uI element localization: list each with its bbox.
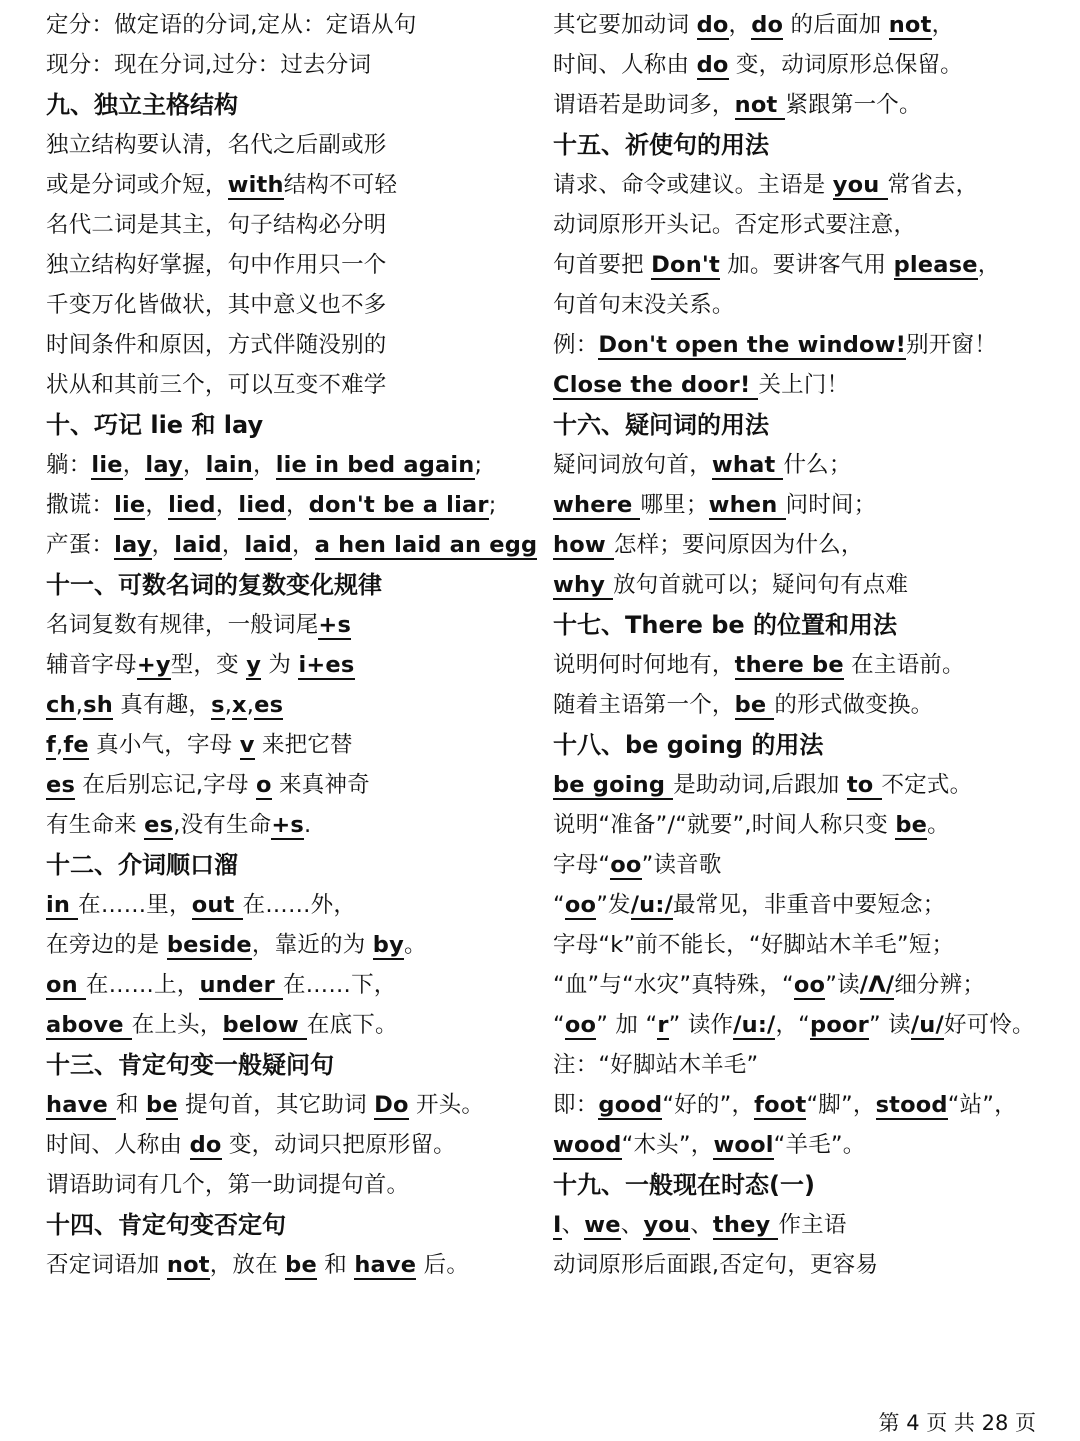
underlined-keyword: a hen laid an egg [314, 532, 538, 558]
text-fragment: ，“ [775, 1012, 811, 1038]
text-line [553, 45, 963, 85]
text-line [553, 885, 945, 925]
underlined-keyword: be [895, 812, 928, 838]
text-line [553, 325, 997, 365]
text-line [46, 445, 482, 485]
underlined-keyword: foot [754, 1092, 807, 1118]
text-fragment: “ [553, 1012, 565, 1038]
text-fragment: 、 [620, 1212, 644, 1238]
text-fragment: 状从和其前三个，可以互变不难学 [46, 372, 387, 398]
text-fragment: 十七、There be 的位置和用法 [553, 611, 898, 639]
text-line [553, 845, 722, 885]
text-fragment: 谓语助词有几个，第一助词提句首。 [46, 1172, 410, 1198]
section-heading [46, 845, 238, 885]
text-line [553, 245, 1000, 285]
text-fragment: 注：“好脚站木羊毛” [553, 1052, 759, 1078]
text-fragment: 开头。 [408, 1092, 485, 1118]
text-fragment: 放句首就可以；疑问句有点难 [613, 572, 909, 598]
section-heading [46, 405, 263, 445]
underlined-keyword: o [256, 772, 272, 798]
text-fragment: 请求、命令或建议。主语是 [553, 172, 833, 198]
underlined-keyword: what [711, 452, 784, 478]
text-fragment: 。 [927, 812, 950, 838]
text-line [46, 1125, 456, 1165]
text-fragment: ”发 [596, 892, 631, 918]
underlined-keyword: /Λ/ [859, 972, 895, 998]
underlined-keyword: lied [168, 492, 216, 518]
text-line [46, 965, 397, 1005]
text-fragment: 句首句末没关系。 [553, 292, 735, 318]
text-fragment: ”读音歌 [641, 852, 722, 878]
text-fragment: 九、独立主格结构 [46, 91, 238, 119]
text-fragment: 在旁边的是 [46, 932, 167, 958]
text-fragment: 十一、可数名词的复数变化规律 [46, 571, 382, 599]
text-fragment: ”读 [825, 972, 860, 998]
underlined-keyword: good [598, 1092, 663, 1118]
underlined-keyword: have [354, 1252, 417, 1278]
text-fragment: ,没有生命 [173, 812, 272, 838]
text-fragment: 哪里； [640, 492, 709, 518]
underlined-keyword: below [222, 1012, 307, 1038]
text-fragment: ， [151, 532, 175, 558]
text-line [46, 1245, 469, 1285]
text-fragment: 疑问词放句首， [553, 452, 712, 478]
underlined-keyword: laid [174, 532, 222, 558]
text-fragment: 加。要讲客气用 [719, 252, 894, 278]
section-heading [553, 125, 769, 165]
text-fragment: 时间、人称由 [46, 1132, 190, 1158]
text-fragment: 即： [553, 1092, 599, 1118]
underlined-keyword: where [553, 492, 641, 518]
underlined-keyword: oo [610, 852, 642, 878]
text-fragment: “血”与“水灾”真特殊，“ [553, 972, 794, 998]
text-line [553, 965, 985, 1005]
underlined-keyword: ch [46, 692, 76, 718]
underlined-keyword: oo [564, 1012, 597, 1038]
text-fragment: ，靠近的为 [251, 932, 373, 958]
text-fragment: 变，动词只把原形留。 [221, 1132, 456, 1158]
underlined-keyword: why [553, 572, 614, 598]
text-line [46, 245, 387, 285]
underlined-keyword: +y [136, 652, 171, 678]
text-fragment: 定分：做定语的分词,定从：定语从句 [46, 12, 417, 38]
text-line [46, 165, 397, 205]
text-fragment: 怎样；要问原因为什么， [613, 532, 864, 558]
page-number: 第 4 页 共 28 页 [878, 1411, 1036, 1435]
underlined-keyword: with [227, 172, 284, 198]
text-fragment: ， [221, 532, 245, 558]
underlined-keyword: above [46, 1012, 132, 1038]
underlined-keyword: /u/ [910, 1012, 944, 1038]
text-fragment: 字母“k”前不能长，“好脚站木羊毛”短； [553, 932, 955, 958]
text-fragment: “脚”， [806, 1092, 876, 1118]
text-fragment: 例： [553, 332, 599, 358]
underlined-keyword: i+es [298, 652, 355, 678]
text-fragment: 和 [316, 1252, 355, 1278]
underlined-keyword: not [888, 12, 932, 38]
underlined-keyword: out [191, 892, 243, 918]
section-heading [46, 1045, 334, 1085]
text-fragment: ” 读作 [668, 1012, 734, 1038]
text-fragment: 关上门！ [758, 372, 850, 398]
text-line [553, 5, 954, 45]
section-heading [46, 1205, 286, 1245]
text-line [46, 925, 427, 965]
underlined-keyword: be [285, 1252, 317, 1278]
text-line [46, 765, 370, 805]
text-fragment: “站”， [947, 1092, 1017, 1118]
underlined-keyword: es [144, 812, 174, 838]
text-fragment: 好可怜。 [943, 1012, 1035, 1038]
text-fragment: 说明何时何地有， [553, 652, 735, 678]
text-fragment: 独立结构要认清，名代之后副或形 [46, 132, 387, 158]
underlined-keyword: we [584, 1212, 621, 1238]
text-fragment: 说明“准备”/“就要”,时间人称只变 [553, 812, 896, 838]
text-fragment: 结构不可轻 [283, 172, 398, 198]
text-fragment: 十三、肯定句变一般疑问句 [46, 1051, 334, 1079]
text-fragment: 名代二词是其主，句子结构必分明 [46, 212, 387, 238]
section-heading [553, 605, 897, 645]
text-line [553, 525, 864, 565]
underlined-keyword: you [832, 172, 888, 198]
underlined-keyword: Don't open the window! [598, 332, 907, 358]
underlined-keyword: be going [553, 772, 674, 798]
text-fragment: 真有趣， [112, 692, 212, 718]
underlined-keyword: stood [875, 1092, 948, 1118]
underlined-keyword: Do [374, 1092, 409, 1118]
text-fragment: 变，动词原形总保留。 [728, 52, 963, 78]
underlined-keyword: do [696, 52, 729, 78]
text-line [553, 1125, 865, 1165]
underlined-keyword: please [893, 252, 978, 278]
text-line [46, 125, 387, 165]
underlined-keyword: do [751, 12, 784, 38]
underlined-keyword: poor [810, 1012, 869, 1038]
text-fragment: 和 [115, 1092, 147, 1118]
underlined-keyword: s [211, 692, 225, 718]
section-heading [553, 1165, 815, 1205]
text-line [553, 165, 978, 205]
underlined-keyword: v [239, 732, 255, 758]
section-heading [553, 725, 823, 765]
text-fragment: ” 加 “ [596, 1012, 658, 1038]
text-fragment: 来真神奇 [271, 772, 370, 798]
text-fragment: 现分：现在分词,过分：过去分词 [46, 52, 372, 78]
text-line [553, 1005, 1035, 1045]
underlined-keyword: beside [166, 932, 252, 958]
underlined-keyword: fe [63, 732, 89, 758]
text-line [553, 485, 876, 525]
underlined-keyword: to [846, 772, 882, 798]
underlined-keyword: wood [553, 1132, 622, 1158]
underlined-keyword: there be [734, 652, 844, 678]
text-fragment: 否定词语加 [46, 1252, 167, 1278]
underlined-keyword: lain [205, 452, 254, 478]
text-line [46, 1005, 398, 1045]
underlined-keyword: how [553, 532, 614, 558]
text-line [553, 685, 933, 725]
text-fragment: 什么； [783, 452, 852, 478]
section-heading [553, 405, 769, 445]
text-fragment: 型，变 [170, 652, 247, 678]
underlined-keyword: lie [114, 492, 146, 518]
text-line [46, 5, 417, 45]
text-fragment: ，放在 [209, 1252, 286, 1278]
text-fragment: 后。 [416, 1252, 470, 1278]
text-fragment: . [304, 812, 312, 838]
text-fragment: “木头”， [621, 1132, 714, 1158]
underlined-keyword: sh [83, 692, 113, 718]
underlined-keyword: do [189, 1132, 222, 1158]
text-fragment: 有生命来 [46, 812, 145, 838]
text-line [553, 285, 735, 325]
text-fragment: 十六、疑问词的用法 [553, 411, 769, 439]
text-fragment: 为 [261, 652, 299, 678]
text-line [553, 85, 922, 125]
text-line [553, 205, 916, 245]
text-line [553, 765, 972, 805]
underlined-keyword: be [734, 692, 775, 718]
text-line [553, 925, 954, 965]
text-fragment: 十、巧记 lie 和 lay [46, 411, 264, 439]
text-line [46, 325, 387, 365]
text-fragment: 别开窗！ [906, 332, 997, 358]
text-line [46, 205, 387, 245]
text-fragment: 十八、be going 的用法 [553, 731, 824, 759]
text-line [553, 445, 852, 485]
text-fragment: 十二、介词顺口溜 [46, 851, 238, 879]
text-fragment: ， [977, 252, 1001, 278]
underlined-keyword: by [372, 932, 404, 958]
underlined-keyword: laid [244, 532, 293, 558]
text-fragment: 作主语 [778, 1212, 847, 1238]
text-line [553, 1085, 1017, 1125]
text-fragment: 是助动词,后跟加 [673, 772, 847, 798]
underlined-keyword: not [166, 1252, 210, 1278]
underlined-keyword: /u:/ [630, 892, 674, 918]
text-line [46, 1085, 484, 1125]
text-line [46, 485, 496, 525]
text-fragment: 随着主语第一个， [553, 692, 735, 718]
underlined-keyword: +s [318, 612, 352, 638]
text-fragment: 在……上， [85, 972, 200, 998]
text-fragment: 、 [561, 1212, 585, 1238]
text-line [46, 645, 355, 685]
underlined-keyword: not [734, 92, 786, 118]
text-line [553, 365, 849, 405]
text-fragment: 时间条件和原因，方式伴随没别的 [46, 332, 387, 358]
text-fragment: 产蛋： [46, 532, 115, 558]
text-line [46, 365, 387, 405]
text-fragment: 撒谎： [46, 492, 115, 518]
text-fragment: , [246, 692, 255, 718]
underlined-keyword: lied [238, 492, 286, 518]
underlined-keyword: oo [793, 972, 826, 998]
text-fragment: ， [182, 452, 206, 478]
section-heading [46, 565, 382, 605]
underlined-keyword: in [46, 892, 79, 918]
underlined-keyword: es [46, 772, 76, 798]
text-fragment: 在后别忘记,字母 [75, 772, 257, 798]
underlined-keyword: lay [114, 532, 152, 558]
text-line [553, 1205, 847, 1245]
text-line [46, 885, 356, 925]
text-line [553, 805, 950, 845]
text-fragment: 在主语前。 [843, 652, 965, 678]
text-fragment: , [75, 692, 84, 718]
text-fragment: 在……下， [282, 972, 397, 998]
text-fragment: 独立结构好掌握，句中作用只一个 [46, 252, 387, 278]
text-line [46, 805, 311, 845]
text-fragment: 来把它替 [254, 732, 353, 758]
text-fragment: ， [728, 12, 752, 38]
text-fragment: 。 [403, 932, 427, 958]
text-fragment: 最常见，非重音中要短念； [673, 892, 946, 918]
underlined-keyword: lay [145, 452, 183, 478]
underlined-keyword: they [712, 1212, 779, 1238]
underlined-keyword: have [46, 1092, 116, 1118]
text-fragment: 在……外， [242, 892, 357, 918]
text-fragment: 提句首，其它助词 [177, 1092, 375, 1118]
text-fragment: ; [474, 452, 483, 478]
text-fragment: 十五、祈使句的用法 [553, 131, 769, 159]
underlined-keyword: +s [271, 812, 305, 838]
text-line [553, 1245, 878, 1285]
underlined-keyword: under [199, 972, 283, 998]
underlined-keyword: Don't [651, 252, 720, 278]
text-line [553, 1045, 758, 1085]
text-fragment: 的形式做变换。 [774, 692, 934, 718]
section-heading [46, 85, 238, 125]
text-fragment: , [56, 732, 64, 758]
underlined-keyword: don't be a liar [308, 492, 489, 518]
underlined-keyword: be [146, 1092, 178, 1118]
text-fragment: 其它要加动词 [553, 12, 697, 38]
text-fragment: ， [292, 532, 315, 558]
text-line [46, 605, 351, 645]
underlined-keyword: y [246, 652, 262, 678]
underlined-keyword: you [643, 1212, 691, 1238]
text-fragment: 千变万化皆做状，其中意义也不多 [46, 292, 387, 318]
text-fragment: 辅音字母 [46, 652, 137, 678]
text-line [46, 45, 371, 85]
text-fragment: 时间、人称由 [553, 52, 697, 78]
text-line [553, 645, 965, 685]
underlined-keyword: Close the door! [553, 372, 759, 398]
text-fragment: 动词原形开头记。否定形式要注意， [553, 212, 917, 238]
text-line [46, 725, 353, 765]
text-fragment: 在……里， [78, 892, 192, 918]
text-fragment: 躺： [46, 452, 92, 478]
text-fragment: 十九、一般现在时态(一) [553, 1171, 815, 1199]
text-line [553, 565, 908, 605]
text-fragment: ， [931, 12, 955, 38]
text-fragment: 细分辨； [894, 972, 986, 998]
text-fragment: 的后面加 [783, 12, 889, 38]
text-fragment: 常省去， [887, 172, 979, 198]
text-fragment: 问时间； [785, 492, 877, 518]
text-fragment: 句首要把 [553, 252, 652, 278]
text-fragment: 名词复数有规律，一般词尾 [46, 612, 319, 638]
text-line [46, 285, 387, 325]
underlined-keyword: do [696, 12, 729, 38]
text-fragment: “好的”， [662, 1092, 755, 1118]
text-line [46, 685, 283, 725]
text-fragment: 紧跟第一个。 [785, 92, 922, 118]
text-fragment: 或是分词或介短， [46, 172, 228, 198]
underlined-keyword: r [657, 1012, 669, 1038]
text-fragment: “羊毛”。 [773, 1132, 866, 1158]
underlined-keyword: f [46, 732, 56, 758]
text-fragment: 真小气，字母 [88, 732, 240, 758]
text-fragment: 在底下。 [306, 1012, 398, 1038]
text-fragment: 不定式。 [881, 772, 973, 798]
underlined-keyword: when [708, 492, 786, 518]
underlined-keyword: lie [91, 452, 123, 478]
text-fragment: ， [253, 452, 276, 478]
text-fragment: ， [122, 452, 146, 478]
underlined-keyword: /u:/ [733, 1012, 776, 1038]
text-line [46, 1165, 409, 1205]
text-fragment: 谓语若是助词多， [553, 92, 735, 118]
text-fragment: 在上头， [131, 1012, 223, 1038]
text-fragment: “ [553, 892, 565, 918]
underlined-keyword: es [254, 692, 284, 718]
underlined-keyword: lie in bed again [275, 452, 475, 478]
text-fragment: 十四、肯定句变否定句 [46, 1211, 286, 1239]
text-fragment: 动词原形后面跟,否定句，更容易 [553, 1252, 879, 1278]
text-fragment: ; [488, 492, 497, 518]
text-fragment: ， [286, 492, 309, 518]
text-fragment: ， [145, 492, 169, 518]
text-fragment: , [224, 692, 233, 718]
text-fragment: 、 [690, 1212, 713, 1238]
underlined-keyword: on [46, 972, 86, 998]
underlined-keyword: I [553, 1212, 562, 1238]
text-fragment: ” 读 [868, 1012, 911, 1038]
text-line [46, 525, 537, 565]
underlined-keyword: x [232, 692, 247, 718]
underlined-keyword: oo [564, 892, 597, 918]
underlined-keyword: wool [713, 1132, 774, 1158]
text-fragment: ， [215, 492, 239, 518]
text-fragment: 字母“ [553, 852, 611, 878]
